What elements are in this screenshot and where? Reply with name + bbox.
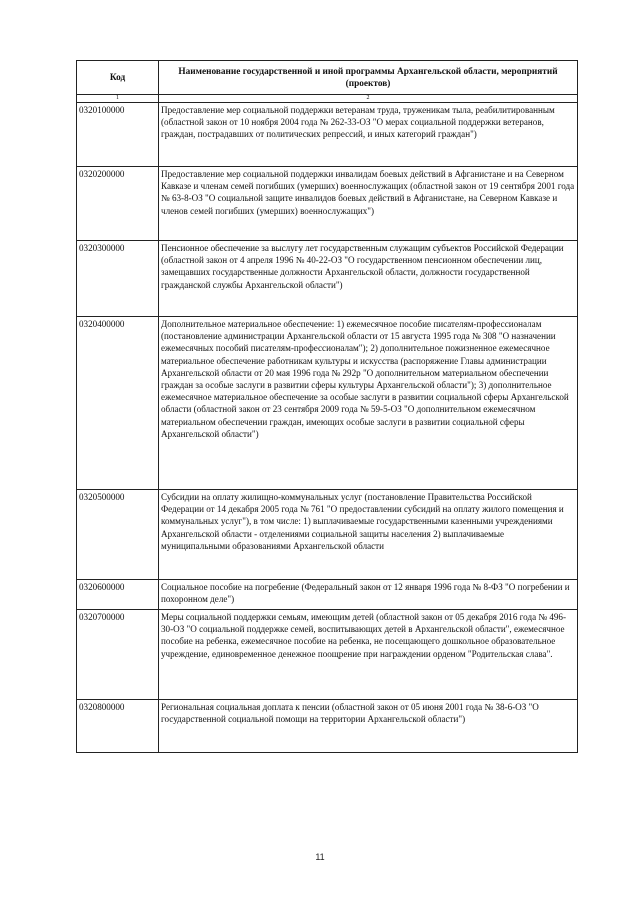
table-row: [77, 317, 578, 490]
table-row: [77, 490, 578, 580]
row-name: Меры социальной поддержки семьям, имеющим детей (областной закон от 05 декабря 2016 года № 496-30-ОЗ "О социальной поддержке семей, воспитывающих детей в Архангельской области", ежемесячное пособие на ребенка, ежемесячное пособие на ребенка, не посещающего дошкольное образовательное учреждение, единовременное денежное поощрение при награждении орденом "Родительская слава".: [159, 610, 578, 700]
row-code: 0320400000: [77, 317, 159, 490]
row-code: 0320600000: [77, 580, 159, 610]
table-row: [77, 700, 578, 753]
table-row: [77, 241, 578, 317]
column-number-row: [77, 95, 578, 103]
row-name: Пенсионное обеспечение за выслугу лет государственным служащим субъектов Российской Федерации (областной закон от 4 апреля 1996 № 40-22-ОЗ "О государственном пенсионном обеспечении лиц, замещавших государственные должности Архангельской области, должности государственной гражданской службы Архангельской области"): [159, 241, 578, 317]
table-header-row: [77, 61, 578, 95]
row-code: 0320300000: [77, 241, 159, 317]
row-code: 0320800000: [77, 700, 159, 753]
row-code: 0320100000: [77, 103, 159, 167]
row-name: Предоставление мер социальной поддержки ветеранам труда, труженикам тыла, реабилитированным (областной закон от 10 ноября 2004 года № 262-33-ОЗ "О мерах социальной поддержки ветеранов, граждан, пострадавших от политических репрессий, и иных категорий граждан"): [159, 103, 578, 167]
row-name: Социальное пособие на погребение (Федеральный закон от 12 января 1996 года № 8-ФЗ "О погребении и похоронном деле"): [159, 580, 578, 610]
table-row: [77, 580, 578, 610]
row-name: Региональная социальная доплата к пенсии (областной закон от 05 июня 2001 года № 38-6-ОЗ "О государственной социальной помощи на территории Архангельской области"): [159, 700, 578, 753]
header-name: Наименование государственной и иной программы Архангельской области, мероприятий (проектов): [159, 61, 578, 95]
program-table: [76, 60, 578, 753]
row-code: 0320500000: [77, 490, 159, 580]
table-row: [77, 610, 578, 700]
table-row: [77, 167, 578, 241]
column-number-1: 1: [77, 95, 159, 103]
table-row: [77, 103, 578, 167]
column-number-2: 2: [159, 95, 578, 103]
row-name: Предоставление мер социальной поддержки инвалидам боевых действий в Афганистане и на Северном Кавказе и членам семей погибших (умерших) военнослужащих (областной закон от 19 сентября 2001 года № 63-8-ОЗ "О социальной защите инвалидов боевых действий в Афганистане, на Северном Кавказе и членов семей погибших (умерших) военнослужащих"): [159, 167, 578, 241]
row-name: Субсидии на оплату жилищно-коммунальных услуг (постановление Правительства Российской Федерации от 14 декабря 2005 года № 761 "О предоставлении субсидий на оплату жилого помещения и коммунальных услуг"), в том числе: 1) выплачиваемые государственными казенными учреждениями Архангельской области - отделениями социальной защиты населения 2) выплачиваемые муниципальными образованиями Архангельской области: [159, 490, 578, 580]
row-code: 0320700000: [77, 610, 159, 700]
header-code: Код: [77, 61, 159, 95]
row-code: 0320200000: [77, 167, 159, 241]
page-number: 11: [315, 852, 325, 862]
row-name: Дополнительное материальное обеспечение: 1) ежемесячное пособие писателям-профессионалам (постановление администрации Архангельской области от 15 августа 1995 года № 308 "О назначении ежемесячных пособий писателям-профессионалам"); 2) дополнительное пожизненное ежемесячное материальное обеспечение работникам культуры и искусства (распоряжение Главы администрации Архангельской области от 20 мая 1996 года № 292р "О дополнительном материальном обеспечении граждан за особые заслуги в развитии сферы культуры Архангельской области"); 3) дополнительное ежемесячное материальное обеспечение за особые заслуги в развитии социальной сферы Архангельской области (областной закон от 23 сентября 2009 года № 59-5-ОЗ "О дополнительном ежемесячном материальном обеспечении граждан, имеющих особые заслуги в развитии социальной сферы Архангельской области"): [159, 317, 578, 490]
